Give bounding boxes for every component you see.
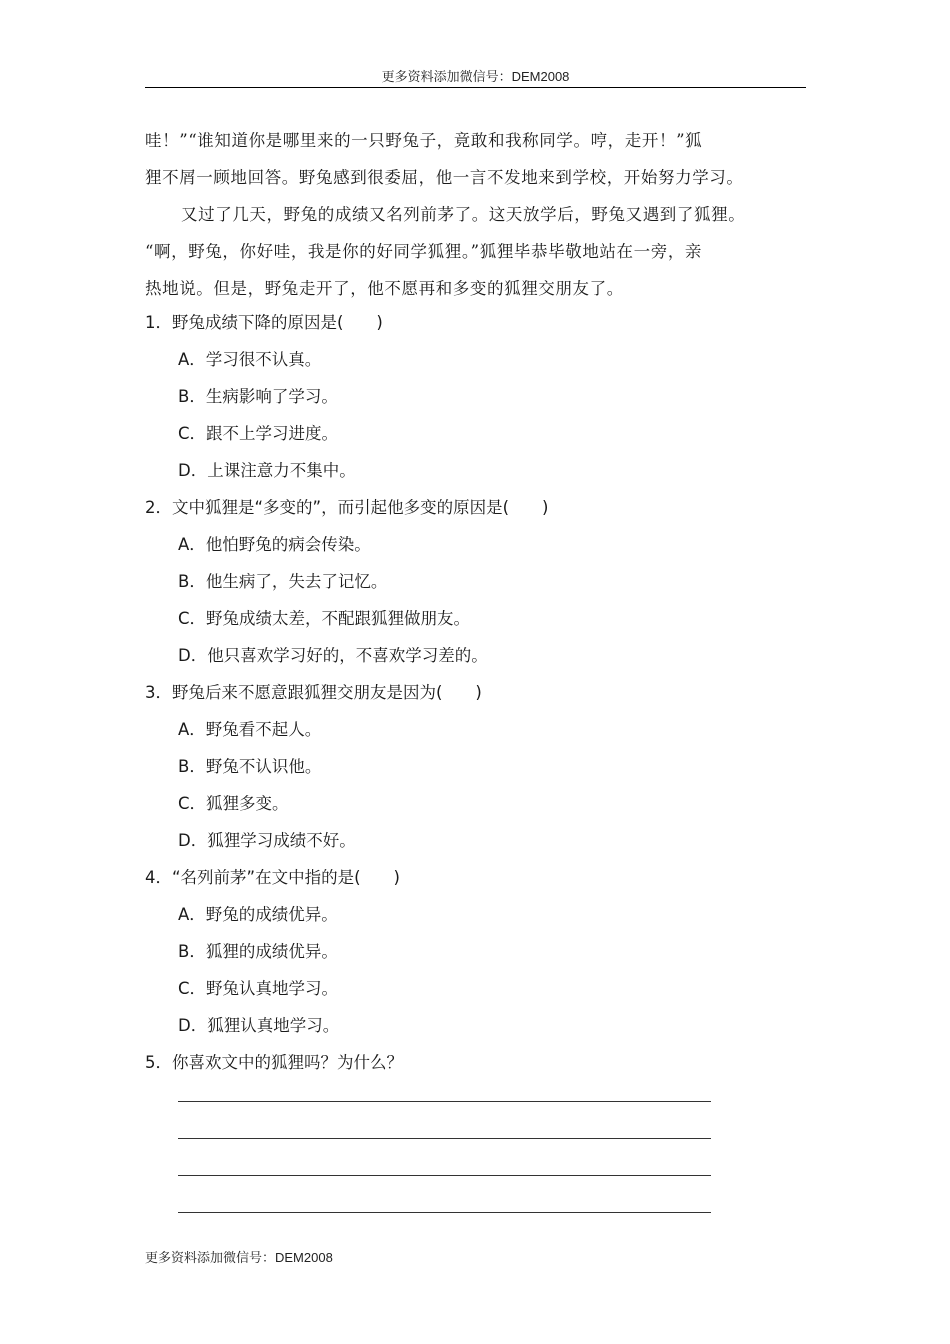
question-1 xyxy=(145,304,810,489)
question-stem: 5．你喜欢文中的狐狸吗？为什么？ xyxy=(145,1053,403,1072)
option-c: C．野兔成绩太差，不配跟狐狸做朋友。 xyxy=(178,609,471,628)
option-b: B．他生病了，失去了记忆。 xyxy=(178,572,388,591)
option-b: B．野兔不认识他。 xyxy=(178,757,322,776)
option-c: C．野兔认真地学习。 xyxy=(178,979,339,998)
page-footer: 更多资料添加微信号：DEM2008 xyxy=(145,1250,333,1265)
question-stem: 2．文中狐狸是“多变的”，而引起他多变的原因是( ) xyxy=(145,498,549,517)
answer-line[interactable] xyxy=(178,1175,711,1176)
question-3 xyxy=(145,674,810,859)
passage-line: 热地说。但是，野兔走开了，他不愿再和多变的狐狸交朋友了。 xyxy=(145,279,624,298)
option-d: D．上课注意力不集中。 xyxy=(178,461,356,480)
option-d: D．狐狸认真地学习。 xyxy=(178,1016,340,1035)
option-a: A．野兔的成绩优异。 xyxy=(178,905,338,924)
passage-line: “啊，野兔，你好哇，我是你的好同学狐狸。”狐狸毕恭毕敬地站在一旁，亲 xyxy=(145,242,703,261)
option-d: D．他只喜欢学习好的，不喜欢学习差的。 xyxy=(178,646,488,665)
passage-line: 哇！”“谁知道你是哪里来的一只野兔子，竟敢和我称同学。哼，走开！”狐 xyxy=(145,131,703,150)
option-c: C．跟不上学习进度。 xyxy=(178,424,339,443)
question-2 xyxy=(145,489,810,674)
question-stem: 4．“名列前茅”在文中指的是( ) xyxy=(145,868,400,887)
question-4 xyxy=(145,859,810,1044)
option-b: B．狐狸的成绩优异。 xyxy=(178,942,338,961)
answer-line[interactable] xyxy=(178,1101,711,1102)
reading-passage xyxy=(145,122,810,307)
question-list xyxy=(145,304,810,1081)
page-header: 更多资料添加微信号：DEM2008 xyxy=(381,69,570,84)
passage-line: 狸不屑一顾地回答。野兔感到很委屈，他一言不发地来到学校，开始努力学习。 xyxy=(145,168,744,187)
question-5 xyxy=(145,1044,810,1081)
question-stem: 1．野兔成绩下降的原因是( ) xyxy=(145,313,383,332)
passage-line: 又过了几天，野兔的成绩又名列前茅了。这天放学后，野兔又遇到了狐狸。 xyxy=(181,205,746,224)
option-d: D．狐狸学习成绩不好。 xyxy=(178,831,356,850)
answer-line[interactable] xyxy=(178,1212,711,1213)
header-divider xyxy=(145,87,806,88)
answer-line[interactable] xyxy=(178,1138,711,1139)
option-b: B．生病影响了学习。 xyxy=(178,387,338,406)
option-a: A．学习很不认真。 xyxy=(178,350,322,369)
question-stem: 3．野兔后来不愿意跟狐狸交朋友是因为( ) xyxy=(145,683,482,702)
answer-area[interactable] xyxy=(178,1101,711,1249)
option-a: A．他怕野兔的病会传染。 xyxy=(178,535,371,554)
option-a: A．野兔看不起人。 xyxy=(178,720,322,739)
option-c: C．狐狸多变。 xyxy=(178,794,289,813)
